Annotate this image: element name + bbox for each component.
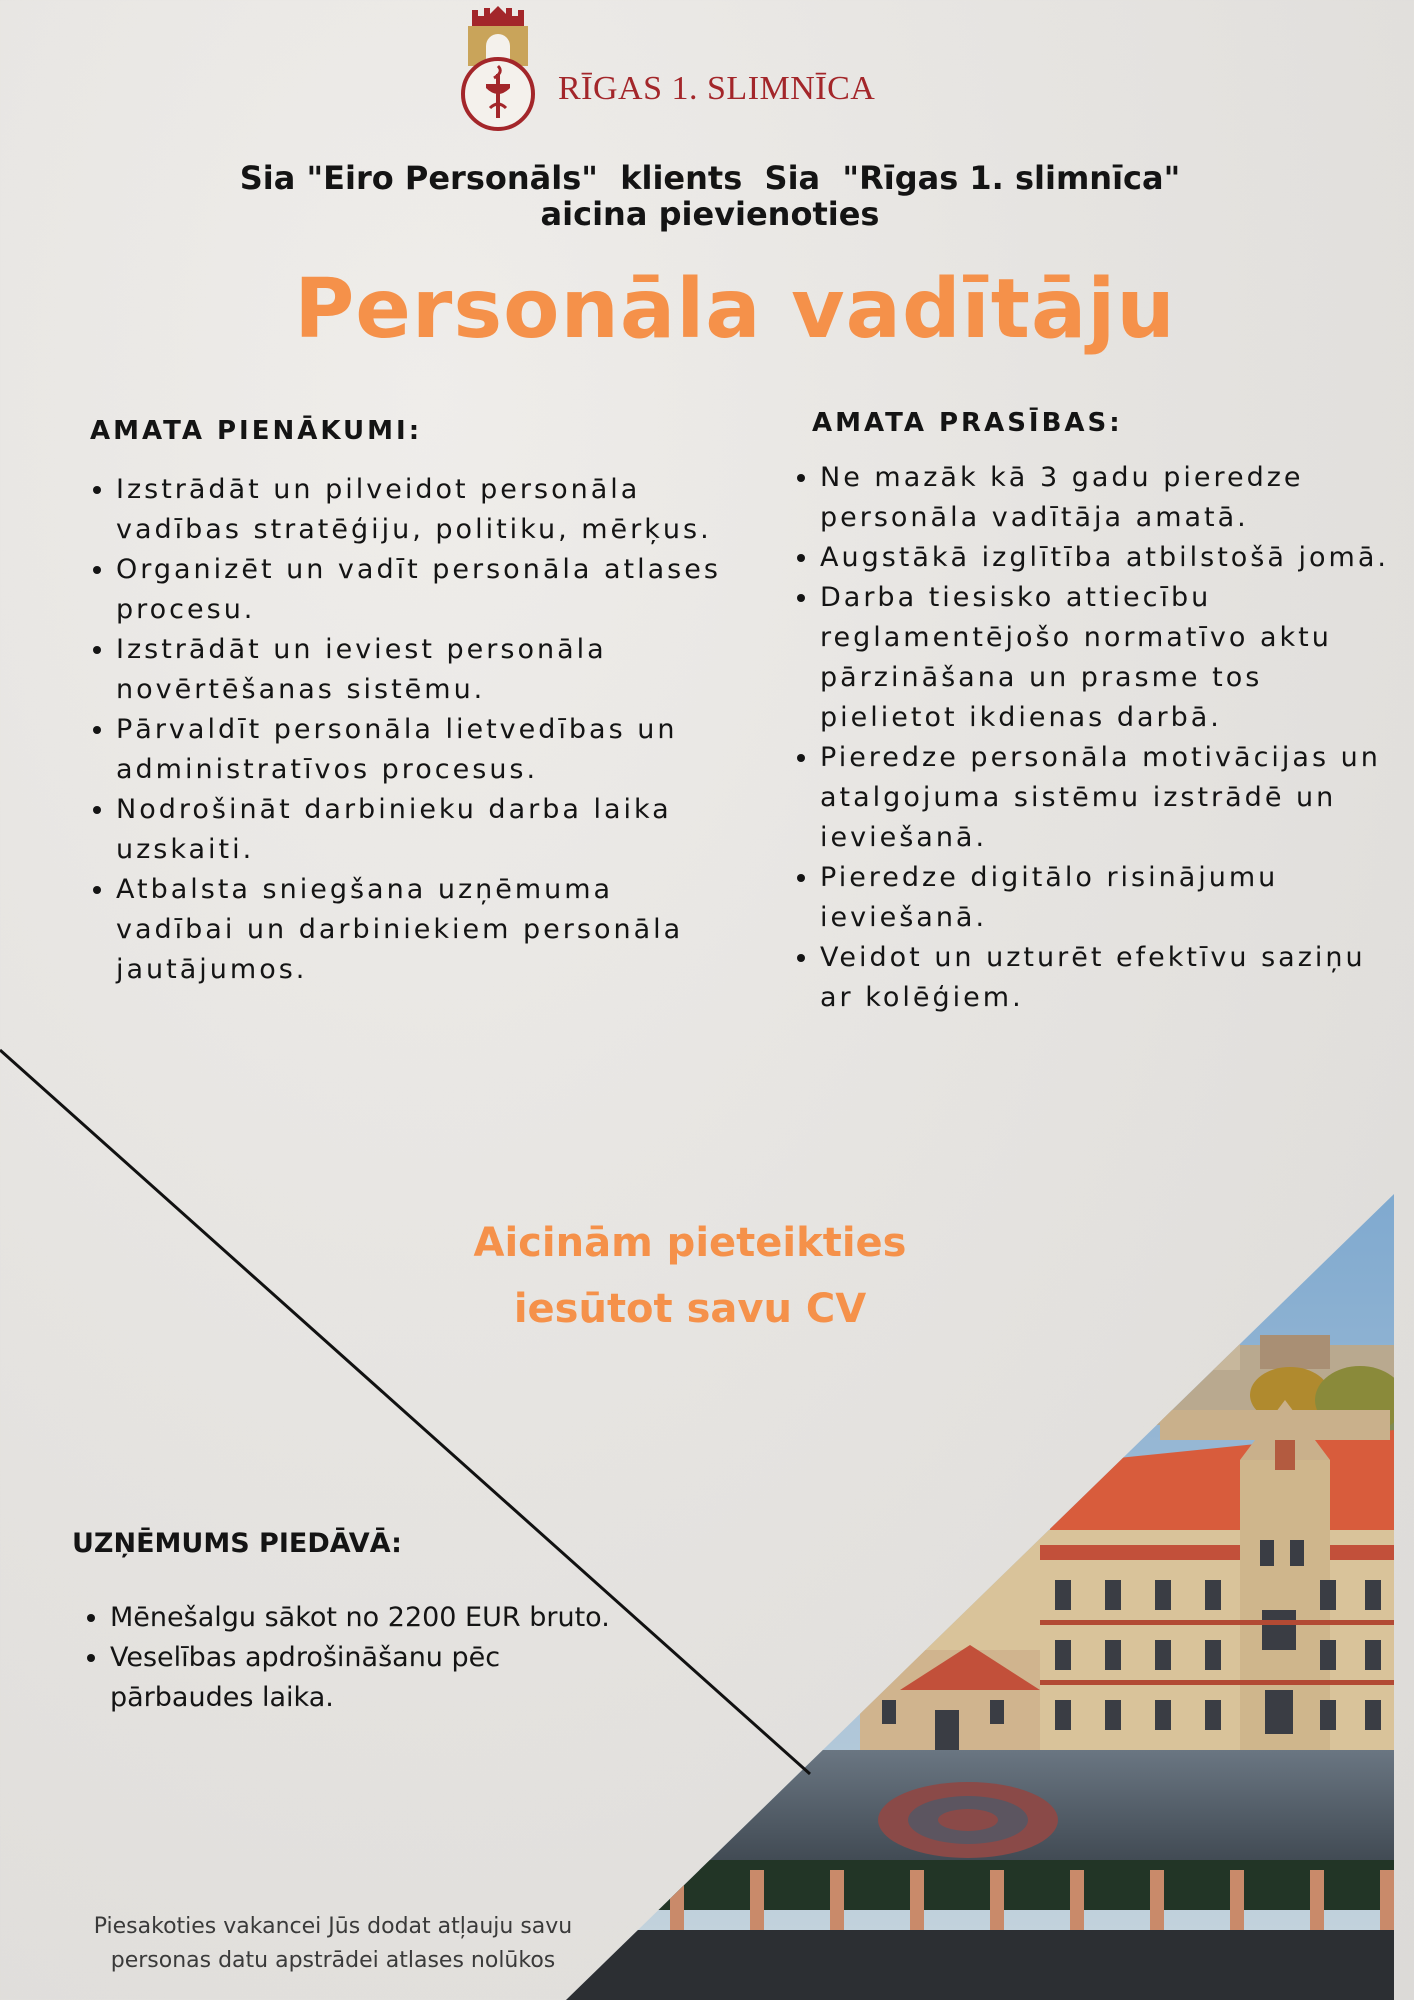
offer-heading: UZŅĒMUMS PIEDĀVĀ: bbox=[72, 1528, 402, 1559]
list-item: • Organizēt un vadīt personāla atlases procesu. bbox=[116, 550, 736, 630]
list-item: • Pārvaldīt personāla lietvedības un administratīvos procesus. bbox=[116, 710, 736, 790]
intro-line-2: aicina pievienoties bbox=[540, 195, 880, 233]
cta-line-2: iesūtot savu CV bbox=[513, 1286, 867, 1332]
intro-line-1: Sia "Eiro Personāls" klients Sia "Rīgas 1. slimnīca" bbox=[239, 159, 1181, 197]
apply-call-to-action bbox=[360, 1210, 1020, 1342]
privacy-note-line-2: personas datu apstrādei atlases nolūkos bbox=[110, 1948, 556, 1973]
list-item: • Izstrādāt un ieviest personāla novērtēšanas sistēmu. bbox=[116, 630, 736, 710]
cta-line-1: Aicinām pieteikties bbox=[473, 1220, 907, 1266]
list-item: • Ne mazāk kā 3 gadu pieredze personāla vadītāja amatā. bbox=[820, 458, 1410, 538]
requirements-list bbox=[790, 458, 1410, 1018]
list-item: • Veidot un uzturēt efektīvu saziņu ar kolēģiem. bbox=[820, 938, 1410, 1018]
duties-heading: AMATA PIENĀKUMI: bbox=[90, 416, 423, 446]
offer-list bbox=[80, 1598, 630, 1718]
list-item: • Pieredze digitālo risinājumu ieviešanā. bbox=[820, 858, 1410, 938]
list-item: • Atbalsta sniegšana uzņēmuma vadībai un darbiniekiem personāla jautājumos. bbox=[116, 870, 736, 990]
privacy-note-line-1: Piesakoties vakancei Jūs dodat atļauju savu bbox=[93, 1914, 573, 1939]
list-item: • Augstākā izglītība atbilstošā jomā. bbox=[820, 538, 1410, 578]
list-item: • Darba tiesisko attiecību reglamentējošo normatīvo aktu pārzināšana un prasme tos pielietot ikdienas darbā. bbox=[820, 578, 1410, 738]
list-item: • Pieredze personāla motivācijas un atalgojuma sistēmu izstrādē un ieviešanā. bbox=[820, 738, 1410, 858]
privacy-note bbox=[60, 1910, 606, 1978]
intro-text bbox=[140, 160, 1280, 232]
duties-list bbox=[86, 470, 736, 990]
job-title: Personāla vadītāju bbox=[294, 262, 1176, 357]
requirements-heading: AMATA PRASĪBAS: bbox=[812, 408, 1123, 438]
list-item: • Veselības apdrošināšanu pēc pārbaudes laika. bbox=[110, 1638, 630, 1718]
hospital-logo-name: RĪGAS 1. SLIMNĪCA bbox=[558, 70, 876, 107]
list-item: • Nodrošināt darbinieku darba laika uzskaiti. bbox=[116, 790, 736, 870]
hospital-logo bbox=[458, 4, 898, 134]
list-item: • Mēnešalgu sākot no 2200 EUR bruto. bbox=[110, 1598, 630, 1638]
hospital-crest-icon bbox=[458, 4, 538, 132]
list-item: • Izstrādāt un pilveidot personāla vadības stratēģiju, politiku, mērķus. bbox=[116, 470, 736, 550]
